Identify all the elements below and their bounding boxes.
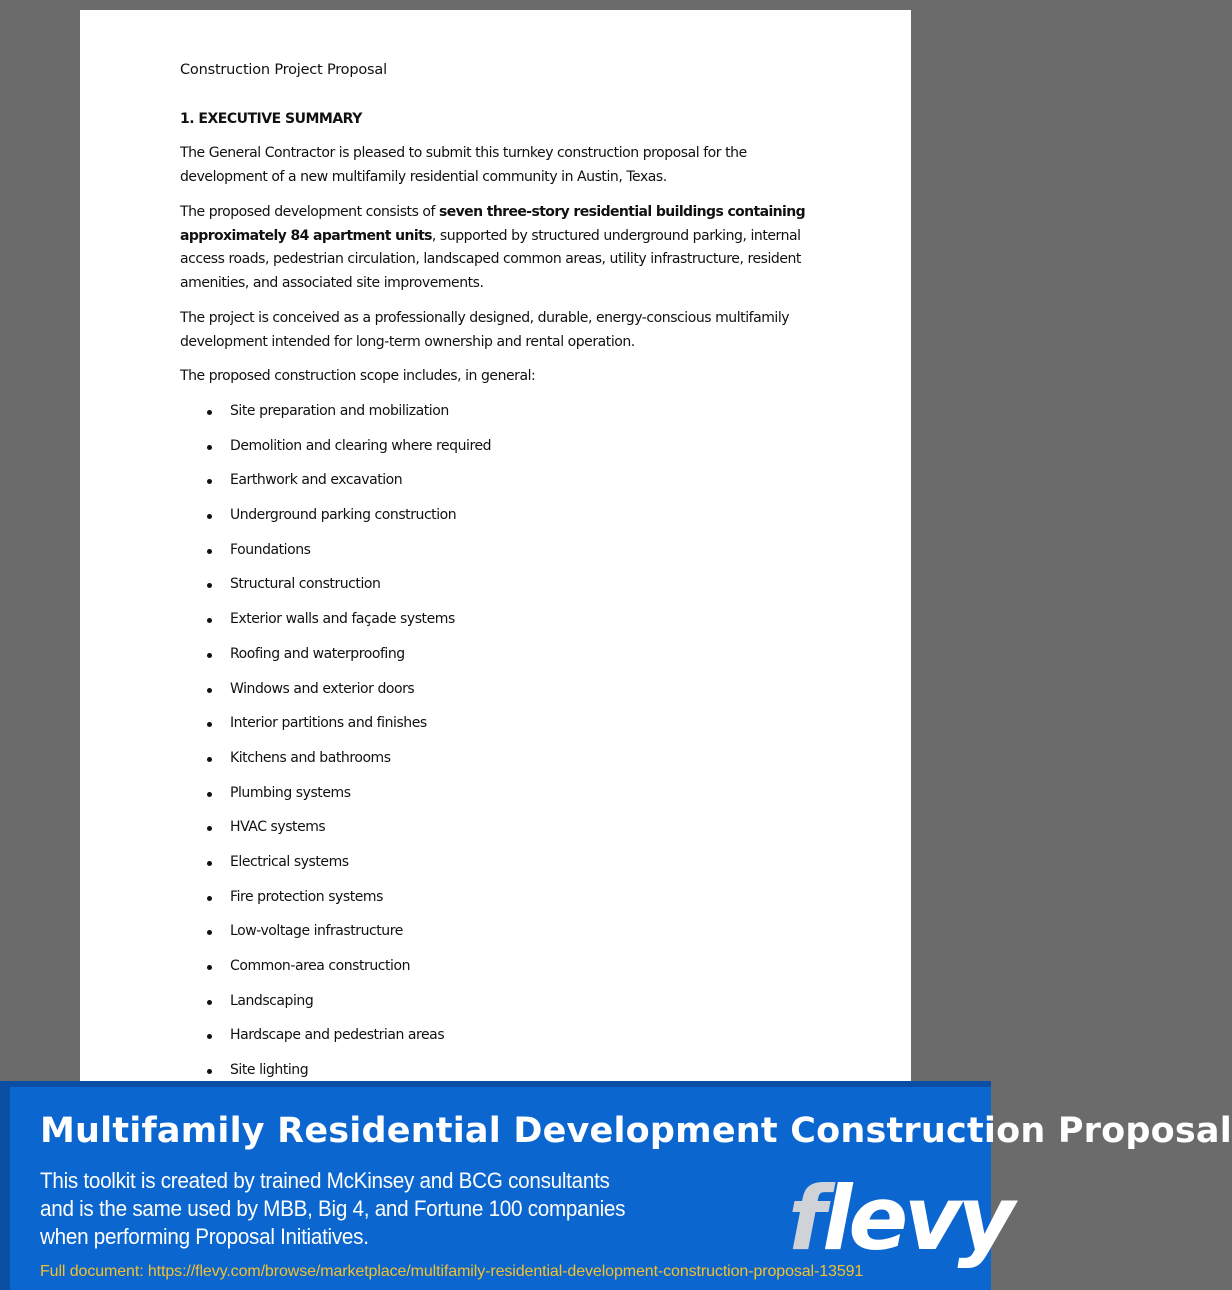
banner-description: This toolkit is created by trained McKinsey and BCG consultants and is the same used by MBB, Big 4, and Fortune 100 companies when performing Proposal Initiatives.: [40, 1168, 626, 1249]
scope-item-label: Common-area construction: [230, 958, 411, 974]
scope-item-label: Plumbing systems: [230, 784, 351, 801]
bullet-icon: [207, 445, 212, 450]
scope-list-item: [180, 782, 491, 817]
scope-list-item: [180, 955, 491, 990]
bullet-icon: [207, 618, 212, 623]
scope-item-label: Hardscape and pedestrian areas: [230, 1027, 445, 1044]
paragraph-development-tail: , supported by structured underground parking, internal access roads, pedestrian circulation, landscaped common areas, utility infrastructure, resident amenities, and associated site improvements.: [180, 227, 801, 291]
scope-item-label: Exterior walls and façade systems: [230, 611, 455, 628]
scope-item-label: Structural construction: [230, 576, 381, 593]
bullet-icon: [207, 653, 212, 658]
document-page: [80, 10, 911, 1082]
paragraph-development-lead: The proposed development consists of: [180, 204, 440, 220]
scope-item-label: Low-voltage infrastructure: [230, 923, 403, 940]
paragraph-intro: The General Contractor is pleased to submit this turnkey construction proposal for the development of a new multifamily residential community in Austin, Texas.: [180, 145, 747, 185]
scope-item-label: Electrical systems: [230, 853, 349, 870]
scope-list-item: [180, 643, 491, 678]
scope-list-item: [180, 504, 491, 539]
scope-item-label: Windows and exterior doors: [230, 680, 415, 697]
scope-item-label: Fire protection systems: [230, 888, 383, 905]
scope-list-item: [180, 400, 491, 435]
bullet-icon: [207, 757, 212, 762]
banner-title: Multifamily Residential Development Construction Proposal: [40, 1111, 1232, 1151]
full-document-link[interactable]: Full document: https://flevy.com/browse/marketplace/multifamily-residential-development-construction-proposal-13591: [40, 1263, 864, 1280]
bullet-icon: [207, 1000, 212, 1005]
bullet-icon: [207, 549, 212, 554]
scope-list-item: [180, 920, 491, 955]
bullet-icon: [207, 1034, 212, 1039]
bullet-icon: [207, 514, 212, 519]
scope-list-item: [180, 747, 491, 782]
scope-list-item: [180, 608, 491, 643]
scope-list-item: [180, 851, 491, 886]
scope-item-label: Foundations: [230, 541, 311, 558]
scope-list-item: [180, 1024, 491, 1059]
bullet-icon: [207, 826, 212, 831]
scope-list-item: [180, 678, 491, 713]
scope-item-label: Underground parking construction: [230, 507, 457, 524]
bullet-icon: [207, 930, 212, 935]
bullet-icon: [207, 792, 212, 797]
promo-banner: [0, 1081, 1232, 1290]
bullet-icon: [207, 1069, 212, 1074]
promo-banner-panel: [10, 1087, 1232, 1290]
bullet-icon: [207, 896, 212, 901]
bullet-icon: [207, 965, 212, 970]
scope-list-item: [180, 469, 491, 504]
section-heading: 1. EXECUTIVE SUMMARY: [180, 111, 362, 127]
bullet-icon: [207, 688, 212, 693]
scope-item-label: Earthwork and excavation: [230, 472, 403, 489]
bullet-icon: [207, 583, 212, 588]
scope-list-item: [180, 539, 491, 574]
flevy-logo: flevy: [788, 1167, 1011, 1270]
scope-item-label: Kitchens and bathrooms: [230, 749, 391, 766]
bullet-icon: [207, 722, 212, 727]
scope-item-label: Site lighting: [230, 1062, 309, 1079]
scope-item-label: Interior partitions and finishes: [230, 715, 427, 732]
bullet-icon: [207, 410, 212, 415]
paragraph-scope-intro: The proposed construction scope includes, in general:: [180, 368, 536, 384]
scope-item-label: Demolition and clearing where required: [230, 437, 492, 454]
bullet-icon: [207, 479, 212, 484]
scope-list-item: [180, 886, 491, 921]
paragraph-development-bold: seven three-story residential buildings containing approximately 84 apartment units: [180, 204, 806, 244]
scope-list-item: [180, 573, 491, 608]
paragraph-concept: The project is conceived as a professionally designed, durable, energy-conscious multifamily development intended for long-term ownership and rental operation.: [180, 310, 790, 350]
scope-list-item: [180, 816, 491, 851]
scope-item-label: HVAC systems: [230, 819, 326, 836]
paragraph-development: [180, 201, 810, 295]
scope-list-item: [180, 990, 491, 1025]
scope-item-label: Landscaping: [230, 992, 314, 1009]
document-title: Construction Project Proposal: [180, 62, 387, 78]
scope-list-item: [180, 435, 491, 470]
scope-item-label: Site preparation and mobilization: [230, 403, 449, 419]
bullet-icon: [207, 861, 212, 866]
scope-list: [180, 400, 491, 1094]
scope-item-label: Roofing and waterproofing: [230, 645, 405, 662]
scope-list-item: [180, 712, 491, 747]
